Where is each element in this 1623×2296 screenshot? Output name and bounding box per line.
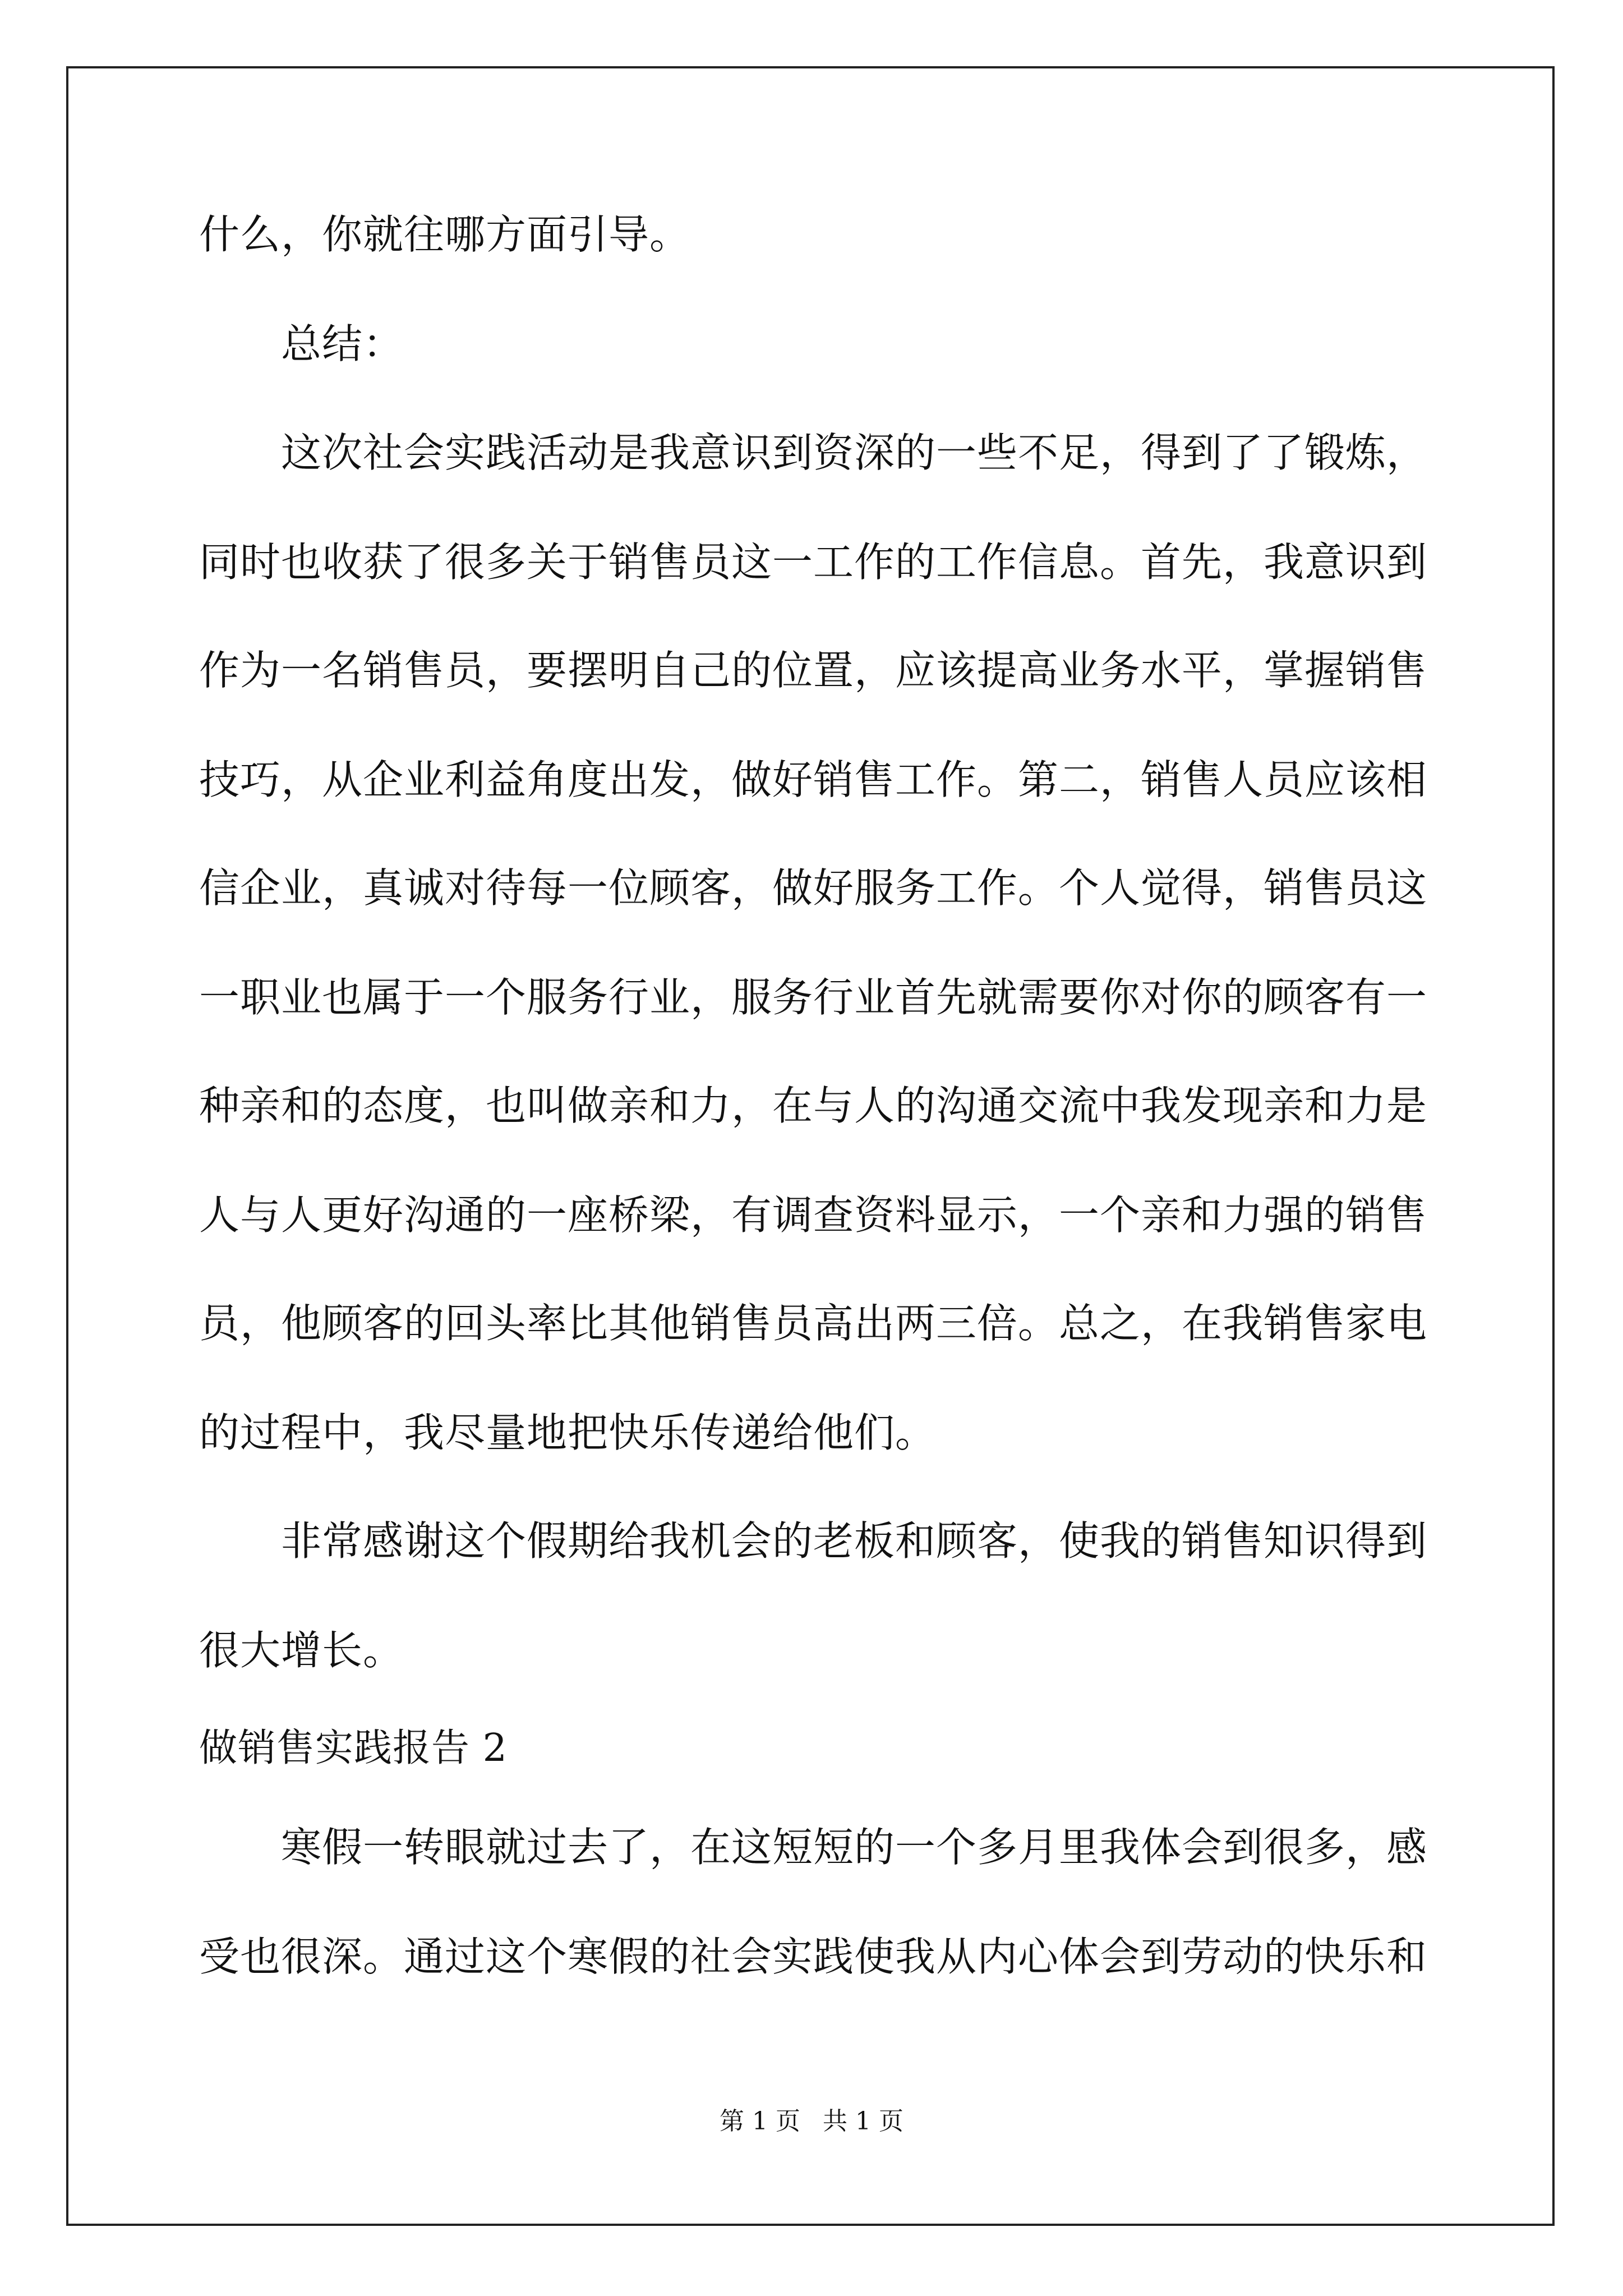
text-line: 这次社会实践活动是我意识到资深的一些不足，得到了了锻炼， bbox=[281, 429, 1428, 476]
text-line: 种亲和的态度，也叫做亲和力，在与人的沟通交流中我发现亲和力是 bbox=[199, 1082, 1428, 1129]
page-border bbox=[66, 66, 1555, 2226]
section-label: 总结： bbox=[281, 320, 404, 367]
text-line: 一职业也属于一个服务行业，服务行业首先就需要你对你的顾客有一 bbox=[199, 974, 1428, 1021]
text-line: 信企业，真诚对待每一位顾客，做好服务工作。个人觉得，销售员这 bbox=[199, 864, 1428, 912]
text-line: 同时也收获了很多关于销售员这一工作的工作信息。首先，我意识到 bbox=[199, 539, 1428, 586]
page-number: 第 1 页 bbox=[720, 2107, 800, 2136]
text-line: 受也很深。通过这个寒假的社会实践使我从内心体会到劳动的快乐和 bbox=[199, 1933, 1428, 1980]
text-line: 的过程中，我尽量地把快乐传递给他们。 bbox=[199, 1409, 937, 1456]
page-footer bbox=[0, 2105, 1623, 2138]
text-line: 作为一名销售员，要摆明自己的位置，应该提高业务水平，掌握销售 bbox=[199, 647, 1428, 694]
text-line: 寒假一转眼就过去了，在这短短的一个多月里我体会到很多，感 bbox=[281, 1824, 1428, 1871]
section-heading: 做销售实践报告 2 bbox=[199, 1726, 508, 1770]
text-line: 什么，你就往哪方面引导。 bbox=[199, 211, 691, 258]
text-line: 非常感谢这个假期给我机会的老板和顾客，使我的销售知识得到 bbox=[281, 1517, 1428, 1565]
text-line: 技巧，从企业利益角度出发，做好销售工作。第二，销售人员应该相 bbox=[199, 756, 1428, 803]
text-line: 员，他顾客的回头率比其他销售员高出两三倍。总之，在我销售家电 bbox=[199, 1300, 1428, 1347]
text-line: 人与人更好沟通的一座桥梁，有调查资料显示，一个亲和力强的销售 bbox=[199, 1191, 1428, 1239]
text-line: 很大增长。 bbox=[199, 1627, 404, 1674]
page-total: 共 1 页 bbox=[823, 2107, 903, 2136]
